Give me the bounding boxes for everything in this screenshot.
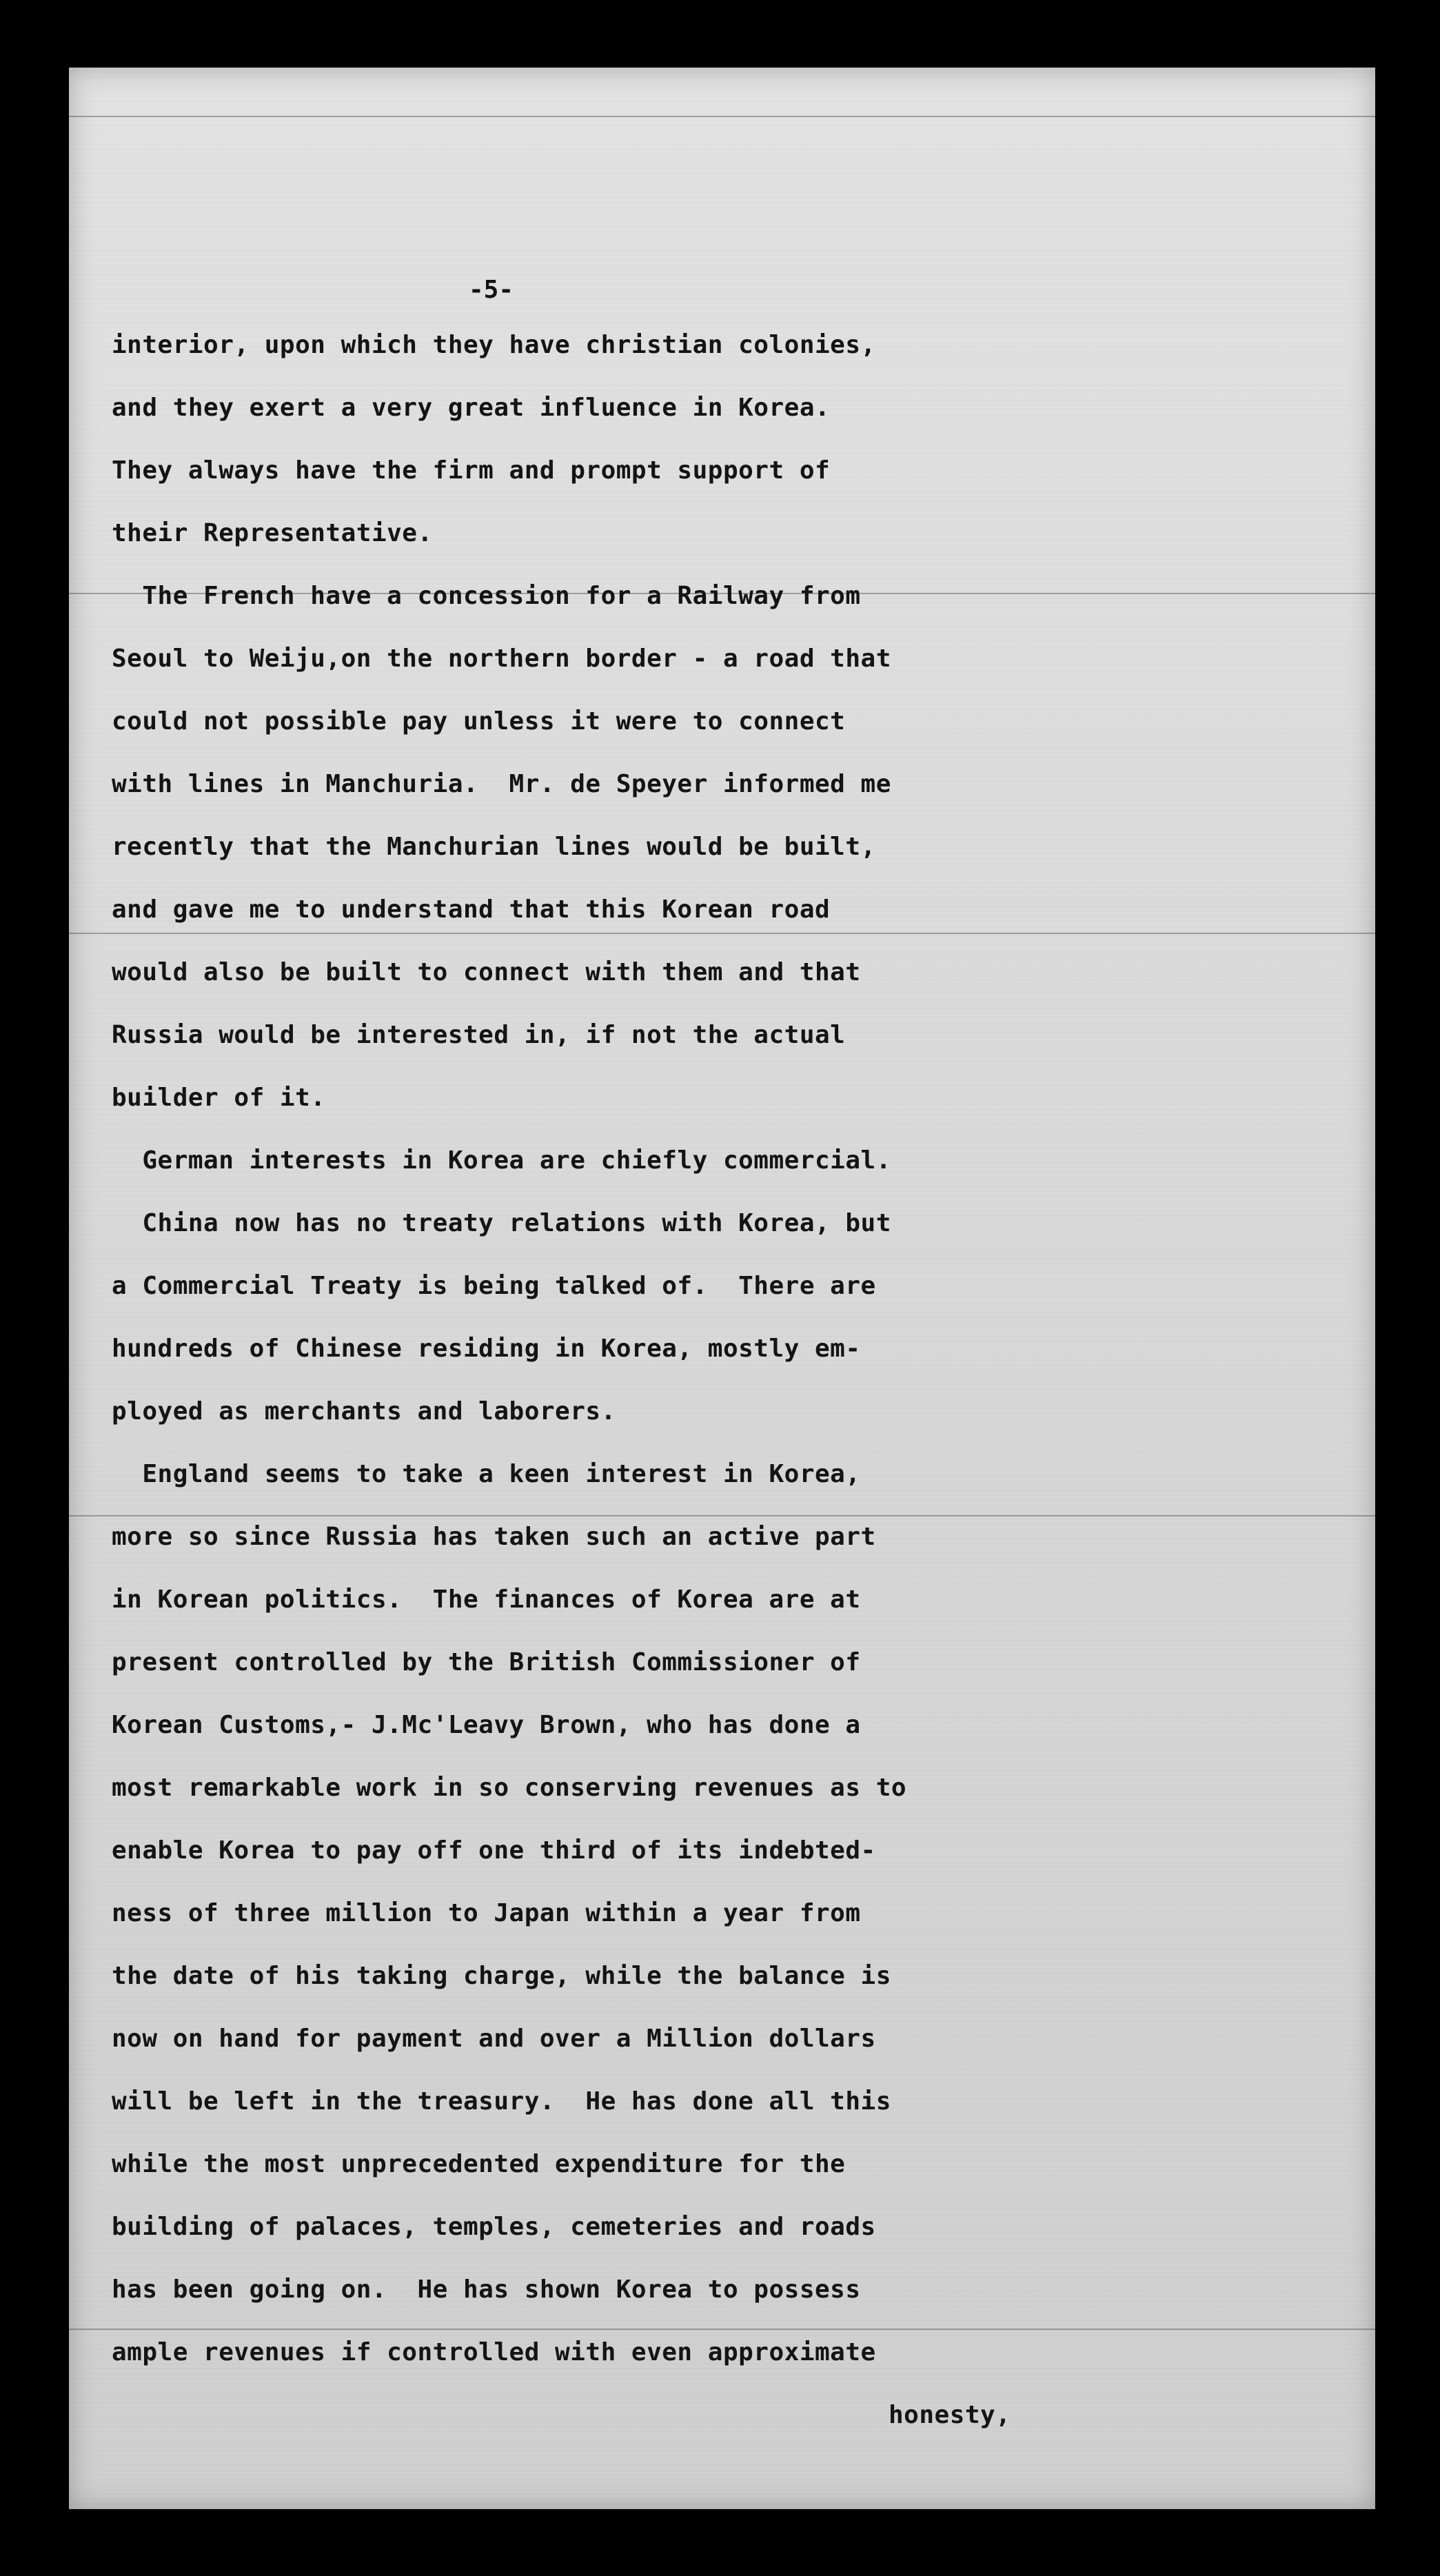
text-line: building of palaces, temples, cemeteries and roads bbox=[112, 2213, 876, 2241]
text-line: would also be built to connect with them and that bbox=[112, 958, 861, 986]
catchword-line: honesty, bbox=[889, 2401, 1011, 2429]
text-line: could not possible pay unless it were to connect bbox=[112, 707, 846, 736]
text-line: has been going on. He has shown Korea to possess bbox=[112, 2275, 861, 2304]
text-line: enable Korea to pay off one third of its indebted- bbox=[112, 1836, 876, 1865]
text-line: more so since Russia has taken such an active part bbox=[112, 1523, 876, 1551]
text-line: most remarkable work in so conserving revenues as to bbox=[112, 1774, 907, 1802]
text-line: and they exert a very great influence in Korea. bbox=[112, 394, 831, 422]
text-line: in Korean politics. The finances of Korea are at bbox=[112, 1585, 861, 1614]
text-line: Korean Customs,- J.Mc'Leavy Brown, who has done a bbox=[112, 1711, 861, 1739]
ruled-line bbox=[69, 2329, 1375, 2330]
text-line: will be left in the treasury. He has done all this bbox=[112, 2087, 891, 2116]
text-line: interior, upon which they have christian colonies, bbox=[112, 331, 876, 359]
page-number: -5- bbox=[469, 276, 514, 304]
text-line: their Representative. bbox=[112, 519, 433, 547]
ruled-line bbox=[69, 116, 1375, 117]
text-line: a Commercial Treaty is being talked of. There are bbox=[112, 1272, 876, 1300]
text-line: ness of three million to Japan within a year from bbox=[112, 1899, 861, 1927]
text-line: with lines in Manchuria. Mr. de Speyer informed me bbox=[112, 770, 891, 798]
text-line: China now has no treaty relations with Korea, but bbox=[112, 1209, 891, 1237]
text-line: recently that the Manchurian lines would be built, bbox=[112, 833, 876, 861]
text-line: The French have a concession for a Railway from bbox=[112, 582, 861, 610]
ruled-line bbox=[69, 1515, 1375, 1517]
text-line: ample revenues if controlled with even approximate bbox=[112, 2338, 876, 2366]
text-line: builder of it. bbox=[112, 1084, 326, 1112]
text-line: hundreds of Chinese residing in Korea, mostly em- bbox=[112, 1335, 861, 1363]
ruled-line bbox=[69, 933, 1375, 934]
text-line: while the most unprecedented expenditure for the bbox=[112, 2150, 846, 2178]
text-line: They always have the firm and prompt support of bbox=[112, 456, 831, 485]
text-line: German interests in Korea are chiefly commercial. bbox=[112, 1146, 891, 1175]
text-line: present controlled by the British Commissioner of bbox=[112, 1648, 861, 1676]
text-line: the date of his taking charge, while the balance is bbox=[112, 1962, 891, 1990]
text-line: England seems to take a keen interest in Korea, bbox=[112, 1460, 861, 1488]
text-line: Russia would be interested in, if not the actual bbox=[112, 1021, 846, 1049]
text-line: and gave me to understand that this Korean road bbox=[112, 895, 831, 924]
text-line: Seoul to Weiju,on the northern border - a road that bbox=[112, 645, 891, 673]
text-line: now on hand for payment and over a Million dollars bbox=[112, 2025, 876, 2053]
text-line: ployed as merchants and laborers. bbox=[112, 1397, 616, 1426]
